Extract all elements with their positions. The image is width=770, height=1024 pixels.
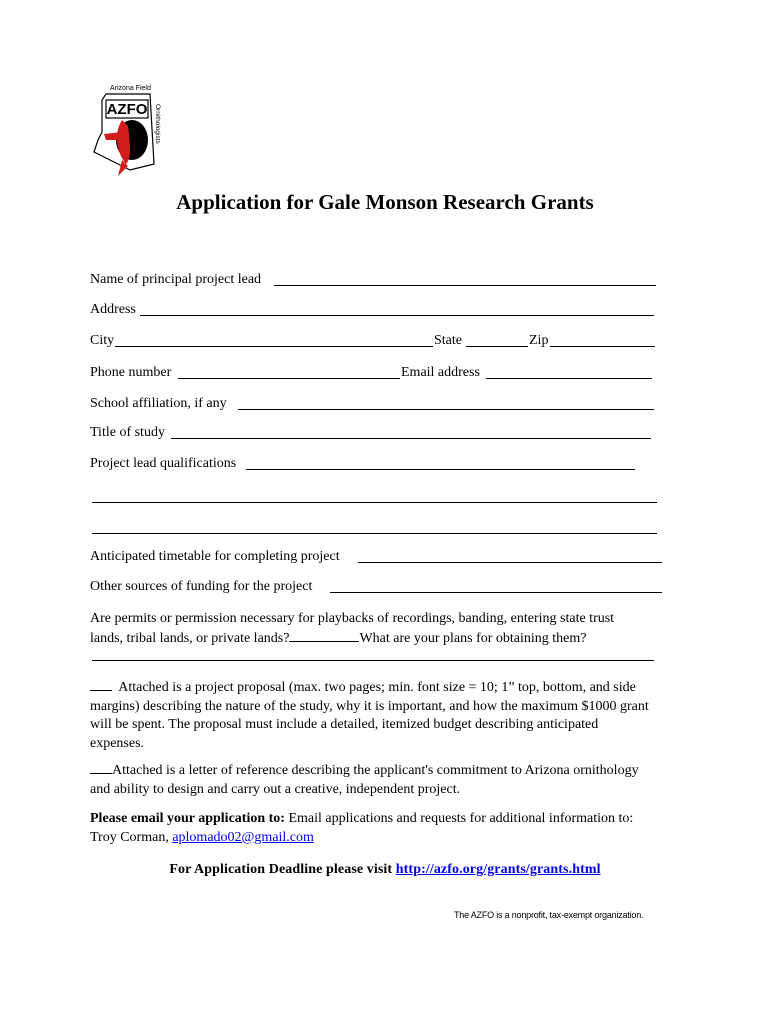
email-instructions [90, 810, 650, 847]
school-field[interactable] [238, 409, 654, 410]
proposal-text: Attached is a project proposal (max. two pages; min. font size = 10; 1” top, bottom, and side margins) describing the nature of the study, why it is important, and how the maximum $1000 grant will be spent. The proposal must include a detailed, itemized budget describing anticipated expenses. [90, 680, 649, 751]
qualifications-label: Project lead qualifications [90, 456, 237, 471]
principal-lead-label: Name of principal project lead [90, 272, 262, 287]
email-field[interactable] [486, 378, 652, 379]
school-label: School affiliation, if any [90, 396, 227, 411]
email-label: Email address [401, 365, 480, 380]
contact-email-link[interactable]: aplomado02@gmail.com [172, 829, 314, 845]
page-title: Application for Gale Monson Research Grants [176, 190, 594, 214]
phone-label: Phone number [90, 365, 172, 380]
nonprofit-footnote: The AZFO is a nonprofit, tax-exempt organization. [454, 910, 644, 920]
deadline-text: For Application Deadline please visit [169, 862, 396, 877]
email-instructions-heading: Please email your application to: [90, 811, 285, 826]
qualifications-line-3[interactable] [92, 533, 657, 534]
timetable-field[interactable] [358, 562, 662, 563]
other-funding-label: Other sources of funding for the project [90, 579, 313, 594]
zip-field[interactable] [550, 346, 655, 347]
permits-question-part-a: lands, tribal lands, or private lands? [90, 631, 290, 646]
qualifications-field[interactable] [246, 469, 635, 470]
azfo-logo [92, 82, 170, 180]
qualifications-line-2[interactable] [92, 502, 657, 503]
state-label: State [434, 333, 462, 348]
logo-abbr: AZFO [106, 101, 148, 118]
other-funding-field[interactable] [330, 592, 662, 593]
email-instructions-text: Email applications and requests for additional information to: Troy Corman, [90, 811, 634, 845]
deadline-notice [0, 862, 770, 878]
principal-lead-field[interactable] [274, 285, 656, 286]
permits-plans-question: What are your plans for obtaining them? [359, 631, 587, 646]
proposal-checkbox-blank[interactable] [90, 678, 112, 691]
title-of-study-label: Title of study [90, 425, 165, 440]
proposal-paragraph [90, 678, 650, 753]
logo-ornithologists-text: Ornithologists [154, 104, 161, 144]
permits-plans-field[interactable] [92, 660, 654, 661]
address-field[interactable] [140, 315, 654, 316]
zip-label: Zip [529, 333, 549, 348]
phone-field[interactable] [178, 378, 400, 379]
city-label: City [90, 333, 115, 348]
state-field[interactable] [466, 346, 528, 347]
reference-paragraph [90, 761, 650, 799]
permits-question-line2 [90, 629, 587, 647]
reference-text: Attached is a letter of reference describing the applicant's commitment to Arizona ornithology and ability to design and carry out a creative, independent project. [90, 763, 639, 797]
timetable-label: Anticipated timetable for completing project [90, 549, 340, 564]
logo-org-text: Arizona Field [110, 85, 151, 92]
city-field[interactable] [115, 346, 433, 347]
title-of-study-field[interactable] [171, 438, 651, 439]
reference-checkbox-blank[interactable] [90, 761, 112, 774]
permits-answer-field[interactable] [289, 629, 359, 642]
address-label: Address [90, 302, 136, 317]
permits-question-line1: Are permits or permission necessary for playbacks of recordings, banding, entering state trust [90, 611, 615, 626]
grants-page-link[interactable]: http://azfo.org/grants/grants.html [395, 862, 601, 877]
